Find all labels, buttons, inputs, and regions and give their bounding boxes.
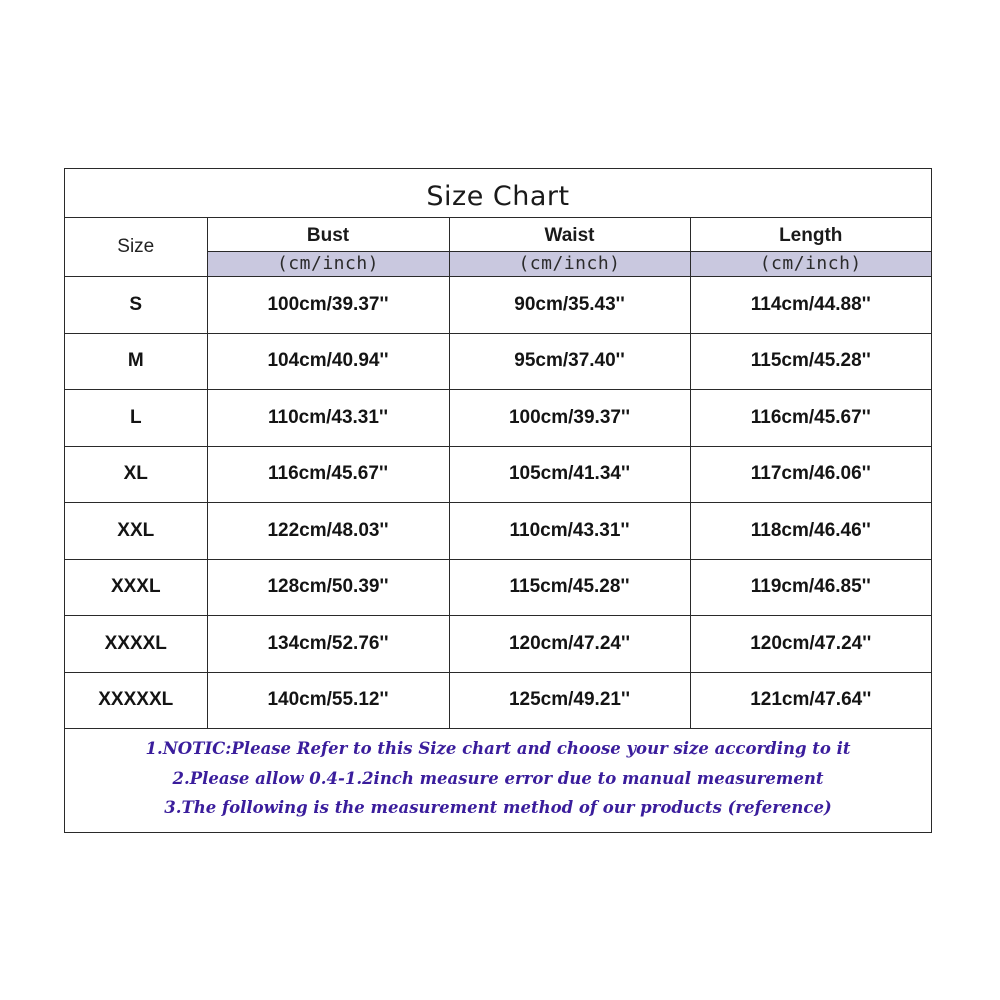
length-cell: 114cm/44.88'' [690,277,931,334]
length-cell: 118cm/46.46'' [690,503,931,560]
table-row [65,616,931,673]
size-cell: XXXXL [65,616,207,673]
table-row [65,333,931,390]
length-unit-label: (cm/inch) [691,252,932,276]
bust-cell: 134cm/52.76'' [207,616,449,673]
size-cell: M [65,333,207,390]
waist-unit-label: (cm/inch) [450,252,690,276]
note-line: 3.The following is the measurement method of our products (reference) [164,798,832,817]
table-row [65,503,931,560]
length-cell: 117cm/46.06'' [690,446,931,503]
table-row [65,672,931,729]
size-cell: XXXXXL [65,672,207,729]
size-cell: XXL [65,503,207,560]
notes-section [65,732,931,834]
bust-cell: 140cm/55.12'' [207,672,449,729]
table-row [65,446,931,503]
bust-cell: 122cm/48.03'' [207,503,449,560]
table-row [65,277,931,334]
table-row [65,390,931,447]
bust-header [207,218,449,277]
waist-cell: 115cm/45.28'' [449,559,690,616]
bust-cell: 110cm/43.31'' [207,390,449,447]
length-cell: 121cm/47.64'' [690,672,931,729]
bust-unit-label: (cm/inch) [208,252,449,276]
chart-title: Size Chart [65,169,931,218]
size-cell: XXXL [65,559,207,616]
length-header-label: Length [691,218,932,252]
bust-header-label: Bust [208,218,449,252]
size-cell: L [65,390,207,447]
waist-header-label: Waist [450,218,690,252]
length-cell: 115cm/45.28'' [690,333,931,390]
size-chart [64,168,932,833]
size-cell: XL [65,446,207,503]
size-table [65,218,931,729]
length-cell: 116cm/45.67'' [690,390,931,447]
bust-cell: 100cm/39.37'' [207,277,449,334]
note-line: 2.Please allow 0.4-1.2inch measure error due to manual measurement [172,768,824,788]
waist-cell: 90cm/35.43'' [449,277,690,334]
waist-cell: 120cm/47.24'' [449,616,690,673]
size-cell: S [65,277,207,334]
length-cell: 119cm/46.85'' [690,559,931,616]
length-cell: 120cm/47.24'' [690,616,931,673]
waist-cell: 125cm/49.21'' [449,672,690,729]
waist-cell: 95cm/37.40'' [449,333,690,390]
size-header: Size [65,218,207,277]
waist-cell: 100cm/39.37'' [449,390,690,447]
table-row [65,559,931,616]
note-line: 1.NOTIC:Please Refer to this Size chart and choose your size according to it [145,739,851,758]
waist-header [449,218,690,277]
bust-cell: 116cm/45.67'' [207,446,449,503]
waist-cell: 105cm/41.34'' [449,446,690,503]
waist-cell: 110cm/43.31'' [449,503,690,560]
length-header [690,218,931,277]
bust-cell: 104cm/40.94'' [207,333,449,390]
bust-cell: 128cm/50.39'' [207,559,449,616]
header-row [65,218,931,277]
